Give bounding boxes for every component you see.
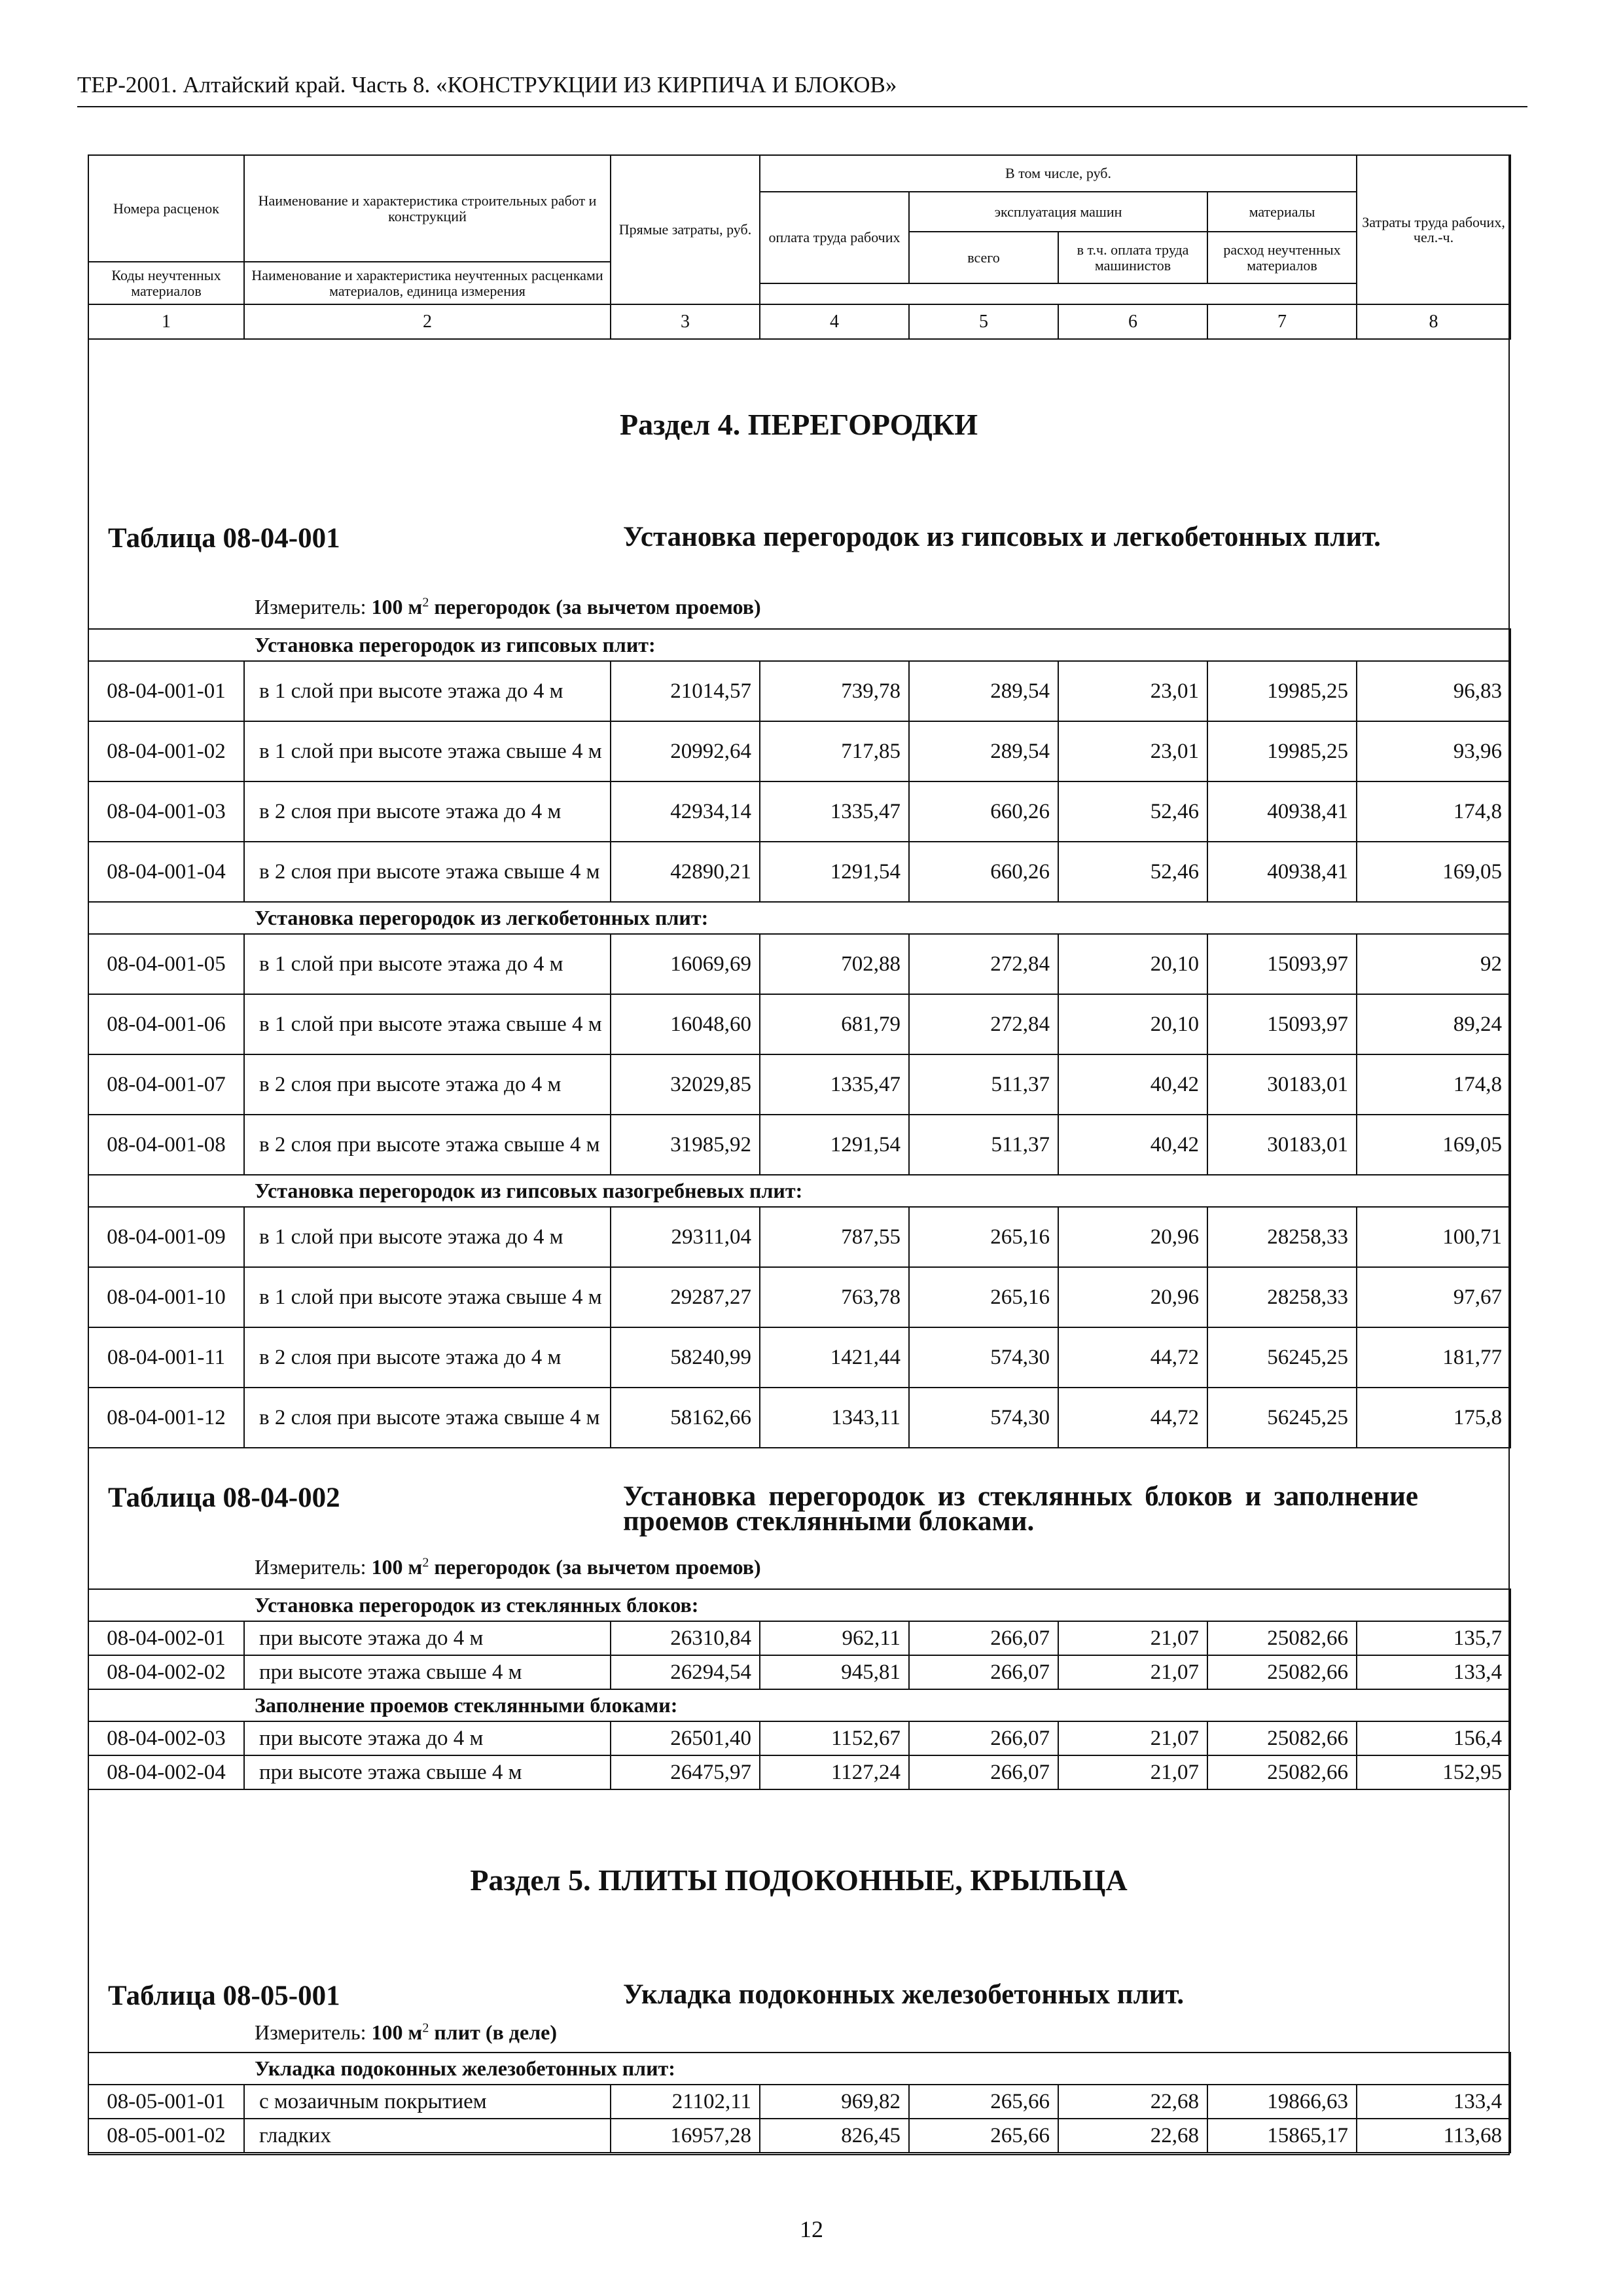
value-c6: 23,01 bbox=[1058, 721, 1207, 781]
group-heading: Установка перегородок из стеклянных блоков: bbox=[88, 1589, 1510, 1621]
value-c5: 266,07 bbox=[909, 1655, 1058, 1689]
running-header: ТЕР-2001. Алтайский край. Часть 8. «КОНСТРУКЦИИ ИЗ КИРПИЧА И БЛОКОВ» bbox=[77, 72, 897, 98]
rate-code: 08-05-001-01 bbox=[88, 2085, 244, 2119]
value-c4: 681,79 bbox=[760, 994, 909, 1054]
col-header-machines: эксплуатация машин bbox=[909, 192, 1207, 232]
value-c6: 20,10 bbox=[1058, 994, 1207, 1054]
value-c8: 100,71 bbox=[1357, 1207, 1510, 1267]
value-c7: 25082,66 bbox=[1207, 1655, 1357, 1689]
rate-code: 08-04-001-12 bbox=[88, 1388, 244, 1448]
work-name: при высоте этажа до 4 м bbox=[244, 1721, 611, 1755]
work-name: при высоте этажа свыше 4 м bbox=[244, 1655, 611, 1689]
table-row bbox=[88, 1655, 1510, 1689]
value-c8: 89,24 bbox=[1357, 994, 1510, 1054]
value-c3: 32029,85 bbox=[611, 1054, 760, 1115]
rate-code: 08-04-001-03 bbox=[88, 781, 244, 842]
section-5-title: Раздел 5. ПЛИТЫ ПОДОКОННЫЕ, КРЫЛЬЦА bbox=[470, 1863, 1128, 1897]
value-c3: 42890,21 bbox=[611, 842, 760, 902]
value-c4: 1421,44 bbox=[760, 1327, 909, 1388]
value-c4: 1291,54 bbox=[760, 842, 909, 902]
value-c3: 20992,64 bbox=[611, 721, 760, 781]
table-08-04-001 bbox=[88, 628, 1511, 1448]
table-08-04-002 bbox=[88, 1588, 1511, 1790]
value-c8: 92 bbox=[1357, 934, 1510, 994]
table-row bbox=[88, 781, 1510, 842]
value-c8: 96,83 bbox=[1357, 661, 1510, 721]
value-c7: 40938,41 bbox=[1207, 781, 1357, 842]
table-08-04-001-title: Установка перегородок из гипсовых и легкобетонных плит. bbox=[623, 522, 1381, 552]
work-name: в 1 слой при высоте этажа до 4 м bbox=[244, 934, 611, 994]
value-c4: 826,45 bbox=[760, 2119, 909, 2153]
value-c6: 44,72 bbox=[1058, 1327, 1207, 1388]
col-number: 6 bbox=[1058, 304, 1207, 339]
value-c4: 1291,54 bbox=[760, 1115, 909, 1175]
rate-code: 08-04-002-04 bbox=[88, 1755, 244, 1789]
work-name: в 1 слой при высоте этажа до 4 м bbox=[244, 1207, 611, 1267]
value-c5: 265,16 bbox=[909, 1267, 1058, 1327]
col-header-7: расход неучтенных материалов bbox=[1207, 232, 1357, 283]
table-08-04-002-title: Установка перегородок из стеклянных блоков и заполнение проемов стеклянными блоками. bbox=[623, 1481, 1418, 1537]
table-row bbox=[88, 1327, 1510, 1388]
value-c3: 16957,28 bbox=[611, 2119, 760, 2153]
rate-code: 08-04-001-01 bbox=[88, 661, 244, 721]
rate-code: 08-04-001-04 bbox=[88, 842, 244, 902]
value-c6: 40,42 bbox=[1058, 1054, 1207, 1115]
page-number: 12 bbox=[800, 2216, 823, 2242]
value-c6: 23,01 bbox=[1058, 661, 1207, 721]
value-c8: 113,68 bbox=[1357, 2119, 1510, 2153]
table-row bbox=[88, 1621, 1510, 1655]
value-c8: 169,05 bbox=[1357, 1115, 1510, 1175]
value-c3: 29311,04 bbox=[611, 1207, 760, 1267]
table-row bbox=[88, 661, 1510, 721]
value-c6: 40,42 bbox=[1058, 1115, 1207, 1175]
value-c7: 28258,33 bbox=[1207, 1267, 1357, 1327]
value-c3: 16069,69 bbox=[611, 934, 760, 994]
table-row bbox=[88, 1388, 1510, 1448]
col-header-5: всего bbox=[909, 232, 1058, 283]
value-c3: 26475,97 bbox=[611, 1755, 760, 1789]
group-heading: Установка перегородок из легкобетонных плит: bbox=[88, 902, 1510, 934]
value-c5: 660,26 bbox=[909, 781, 1058, 842]
value-c3: 21014,57 bbox=[611, 661, 760, 721]
value-c7: 15093,97 bbox=[1207, 994, 1357, 1054]
value-c4: 702,88 bbox=[760, 934, 909, 994]
col-header-4: оплата труда рабочих bbox=[760, 192, 909, 283]
table-08-05-001 bbox=[88, 2052, 1511, 2153]
group-row bbox=[88, 1589, 1510, 1621]
value-c6: 21,07 bbox=[1058, 1755, 1207, 1789]
table-08-04-001-measure: Измеритель: 100 $м^2$ перегородок (за вычетом проемов) bbox=[255, 595, 761, 619]
group-row bbox=[88, 1689, 1510, 1721]
value-c8: 135,7 bbox=[1357, 1621, 1510, 1655]
rate-code: 08-04-001-10 bbox=[88, 1267, 244, 1327]
value-c7: 28258,33 bbox=[1207, 1207, 1357, 1267]
col-header-8: Затраты труда рабочих, чел.-ч. bbox=[1357, 155, 1510, 304]
rate-code: 08-04-001-09 bbox=[88, 1207, 244, 1267]
work-name: в 1 слой при высоте этажа свыше 4 м bbox=[244, 721, 611, 781]
value-c8: 133,4 bbox=[1357, 1655, 1510, 1689]
value-c7: 56245,25 bbox=[1207, 1327, 1357, 1388]
table-row bbox=[88, 1721, 1510, 1755]
col-header-6: в т.ч. оплата труда машинистов bbox=[1058, 232, 1207, 283]
value-c4: 1343,11 bbox=[760, 1388, 909, 1448]
col-header-materials: материалы bbox=[1207, 192, 1357, 232]
value-c4: 787,55 bbox=[760, 1207, 909, 1267]
value-c7: 56245,25 bbox=[1207, 1388, 1357, 1448]
work-name: при высоте этажа до 4 м bbox=[244, 1621, 611, 1655]
value-c8: 174,8 bbox=[1357, 1054, 1510, 1115]
table-08-04-001-number: Таблица 08-04-001 bbox=[108, 523, 340, 554]
value-c5: 272,84 bbox=[909, 934, 1058, 994]
rate-code: 08-04-002-02 bbox=[88, 1655, 244, 1689]
value-c5: 289,54 bbox=[909, 661, 1058, 721]
value-c6: 52,46 bbox=[1058, 781, 1207, 842]
rate-code: 08-04-001-08 bbox=[88, 1115, 244, 1175]
rate-code: 08-04-001-11 bbox=[88, 1327, 244, 1388]
value-c4: 1335,47 bbox=[760, 1054, 909, 1115]
col-header-3: Прямые затраты, руб. bbox=[611, 155, 760, 304]
col-number: 7 bbox=[1207, 304, 1357, 339]
value-c3: 21102,11 bbox=[611, 2085, 760, 2119]
col-header-1-top: Номера расценок bbox=[88, 155, 244, 262]
value-c6: 20,96 bbox=[1058, 1267, 1207, 1327]
value-c4: 763,78 bbox=[760, 1267, 909, 1327]
work-name: в 2 слоя при высоте этажа свыше 4 м bbox=[244, 1115, 611, 1175]
value-c8: 175,8 bbox=[1357, 1388, 1510, 1448]
value-c4: 1152,67 bbox=[760, 1721, 909, 1755]
value-c5: 574,30 bbox=[909, 1388, 1058, 1448]
column-header-table bbox=[88, 154, 1511, 340]
value-c6: 21,07 bbox=[1058, 1621, 1207, 1655]
value-c6: 20,10 bbox=[1058, 934, 1207, 994]
work-name: в 1 слой при высоте этажа свыше 4 м bbox=[244, 1267, 611, 1327]
value-c8: 93,96 bbox=[1357, 721, 1510, 781]
work-name: в 2 слоя при высоте этажа свыше 4 м bbox=[244, 1388, 611, 1448]
value-c5: 266,07 bbox=[909, 1755, 1058, 1789]
value-c4: 945,81 bbox=[760, 1655, 909, 1689]
value-c4: 969,82 bbox=[760, 2085, 909, 2119]
col-number: 3 bbox=[611, 304, 760, 339]
value-c5: 266,07 bbox=[909, 1621, 1058, 1655]
col-number: 1 bbox=[88, 304, 244, 339]
value-c3: 26501,40 bbox=[611, 1721, 760, 1755]
table-08-05-001-measure: Измеритель: 100 $м^2$ плит (в деле) bbox=[255, 2020, 557, 2044]
value-c8: 97,67 bbox=[1357, 1267, 1510, 1327]
value-c7: 30183,01 bbox=[1207, 1054, 1357, 1115]
rate-code: 08-04-001-06 bbox=[88, 994, 244, 1054]
table-row bbox=[88, 1267, 1510, 1327]
value-c7: 30183,01 bbox=[1207, 1115, 1357, 1175]
value-c4: 962,11 bbox=[760, 1621, 909, 1655]
col-number: 2 bbox=[244, 304, 611, 339]
value-c6: 44,72 bbox=[1058, 1388, 1207, 1448]
value-c4: 739,78 bbox=[760, 661, 909, 721]
table-08-04-002-number: Таблица 08-04-002 bbox=[108, 1482, 340, 1513]
value-c7: 25082,66 bbox=[1207, 1755, 1357, 1789]
table-row bbox=[88, 2085, 1510, 2119]
value-c3: 58162,66 bbox=[611, 1388, 760, 1448]
col-number: 5 bbox=[909, 304, 1058, 339]
group-row bbox=[88, 2053, 1510, 2085]
rate-code: 08-04-002-01 bbox=[88, 1621, 244, 1655]
value-c6: 21,07 bbox=[1058, 1721, 1207, 1755]
col-header-2-top: Наименование и характеристика строительных работ и конструкций bbox=[244, 155, 611, 262]
group-row bbox=[88, 1175, 1510, 1207]
work-name: в 1 слой при высоте этажа до 4 м bbox=[244, 661, 611, 721]
work-name: в 2 слоя при высоте этажа до 4 м bbox=[244, 1054, 611, 1115]
col-number: 8 bbox=[1357, 304, 1510, 339]
header-rule bbox=[77, 106, 1527, 107]
value-c7: 19985,25 bbox=[1207, 661, 1357, 721]
section-4-title: Раздел 4. ПЕРЕГОРОДКИ bbox=[620, 408, 978, 441]
value-c8: 181,77 bbox=[1357, 1327, 1510, 1388]
col-header-2-bottom: Наименование и характеристика неучтенных расценками материалов, единица измерения bbox=[244, 262, 611, 304]
value-c8: 133,4 bbox=[1357, 2085, 1510, 2119]
value-c6: 22,68 bbox=[1058, 2085, 1207, 2119]
value-c4: 717,85 bbox=[760, 721, 909, 781]
table-08-05-001-number: Таблица 08-05-001 bbox=[108, 1981, 340, 2011]
table-row bbox=[88, 1755, 1510, 1789]
value-c8: 169,05 bbox=[1357, 842, 1510, 902]
value-c5: 511,37 bbox=[909, 1115, 1058, 1175]
rate-code: 08-04-002-03 bbox=[88, 1721, 244, 1755]
value-c6: 52,46 bbox=[1058, 842, 1207, 902]
group-heading: Установка перегородок из гипсовых пазогребневых плит: bbox=[88, 1175, 1510, 1207]
value-c3: 58240,99 bbox=[611, 1327, 760, 1388]
value-c3: 16048,60 bbox=[611, 994, 760, 1054]
group-heading: Укладка подоконных железобетонных плит: bbox=[88, 2053, 1510, 2085]
value-c8: 152,95 bbox=[1357, 1755, 1510, 1789]
group-heading: Установка перегородок из гипсовых плит: bbox=[88, 629, 1510, 661]
col-header-incl: В том числе, руб. bbox=[760, 155, 1357, 192]
value-c6: 22,68 bbox=[1058, 2119, 1207, 2153]
value-c7: 25082,66 bbox=[1207, 1621, 1357, 1655]
value-c5: 660,26 bbox=[909, 842, 1058, 902]
work-name: с мозаичным покрытием bbox=[244, 2085, 611, 2119]
table-row bbox=[88, 1207, 1510, 1267]
rate-code: 08-04-001-02 bbox=[88, 721, 244, 781]
value-c3: 26310,84 bbox=[611, 1621, 760, 1655]
work-name: в 2 слоя при высоте этажа до 4 м bbox=[244, 1327, 611, 1388]
value-c7: 15093,97 bbox=[1207, 934, 1357, 994]
value-c3: 26294,54 bbox=[611, 1655, 760, 1689]
value-c5: 574,30 bbox=[909, 1327, 1058, 1388]
value-c7: 19985,25 bbox=[1207, 721, 1357, 781]
value-c7: 19866,63 bbox=[1207, 2085, 1357, 2119]
work-name: в 1 слой при высоте этажа свыше 4 м bbox=[244, 994, 611, 1054]
value-c5: 265,66 bbox=[909, 2085, 1058, 2119]
group-heading: Заполнение проемов стеклянными блоками: bbox=[88, 1689, 1510, 1721]
value-c5: 511,37 bbox=[909, 1054, 1058, 1115]
value-c5: 265,16 bbox=[909, 1207, 1058, 1267]
value-c6: 20,96 bbox=[1058, 1207, 1207, 1267]
group-row bbox=[88, 629, 1510, 661]
table-08-04-002-measure: Измеритель: 100 $м^2$ перегородок (за вычетом проемов) bbox=[255, 1555, 761, 1579]
value-c5: 272,84 bbox=[909, 994, 1058, 1054]
table-row bbox=[88, 994, 1510, 1054]
value-c8: 156,4 bbox=[1357, 1721, 1510, 1755]
group-row bbox=[88, 902, 1510, 934]
value-c7: 40938,41 bbox=[1207, 842, 1357, 902]
table-row bbox=[88, 2119, 1510, 2153]
value-c5: 265,66 bbox=[909, 2119, 1058, 2153]
table-08-05-001-title: Укладка подоконных железобетонных плит. bbox=[623, 1979, 1185, 2010]
value-c4: 1127,24 bbox=[760, 1755, 909, 1789]
table-row bbox=[88, 934, 1510, 994]
value-c3: 31985,92 bbox=[611, 1115, 760, 1175]
value-c3: 29287,27 bbox=[611, 1267, 760, 1327]
table-row bbox=[88, 721, 1510, 781]
table-row bbox=[88, 1054, 1510, 1115]
value-c5: 266,07 bbox=[909, 1721, 1058, 1755]
work-name: при высоте этажа свыше 4 м bbox=[244, 1755, 611, 1789]
col-header-1-bottom: Коды неучтенных материалов bbox=[88, 262, 244, 304]
table-row bbox=[88, 1115, 1510, 1175]
value-c3: 42934,14 bbox=[611, 781, 760, 842]
work-name: гладких bbox=[244, 2119, 611, 2153]
rate-code: 08-04-001-07 bbox=[88, 1054, 244, 1115]
rate-code: 08-04-001-05 bbox=[88, 934, 244, 994]
value-c6: 21,07 bbox=[1058, 1655, 1207, 1689]
value-c8: 174,8 bbox=[1357, 781, 1510, 842]
rate-code: 08-05-001-02 bbox=[88, 2119, 244, 2153]
work-name: в 2 слоя при высоте этажа до 4 м bbox=[244, 781, 611, 842]
col-number: 4 bbox=[760, 304, 909, 339]
value-c4: 1335,47 bbox=[760, 781, 909, 842]
value-c5: 289,54 bbox=[909, 721, 1058, 781]
work-name: в 2 слоя при высоте этажа свыше 4 м bbox=[244, 842, 611, 902]
value-c7: 25082,66 bbox=[1207, 1721, 1357, 1755]
value-c7: 15865,17 bbox=[1207, 2119, 1357, 2153]
table-row bbox=[88, 842, 1510, 902]
